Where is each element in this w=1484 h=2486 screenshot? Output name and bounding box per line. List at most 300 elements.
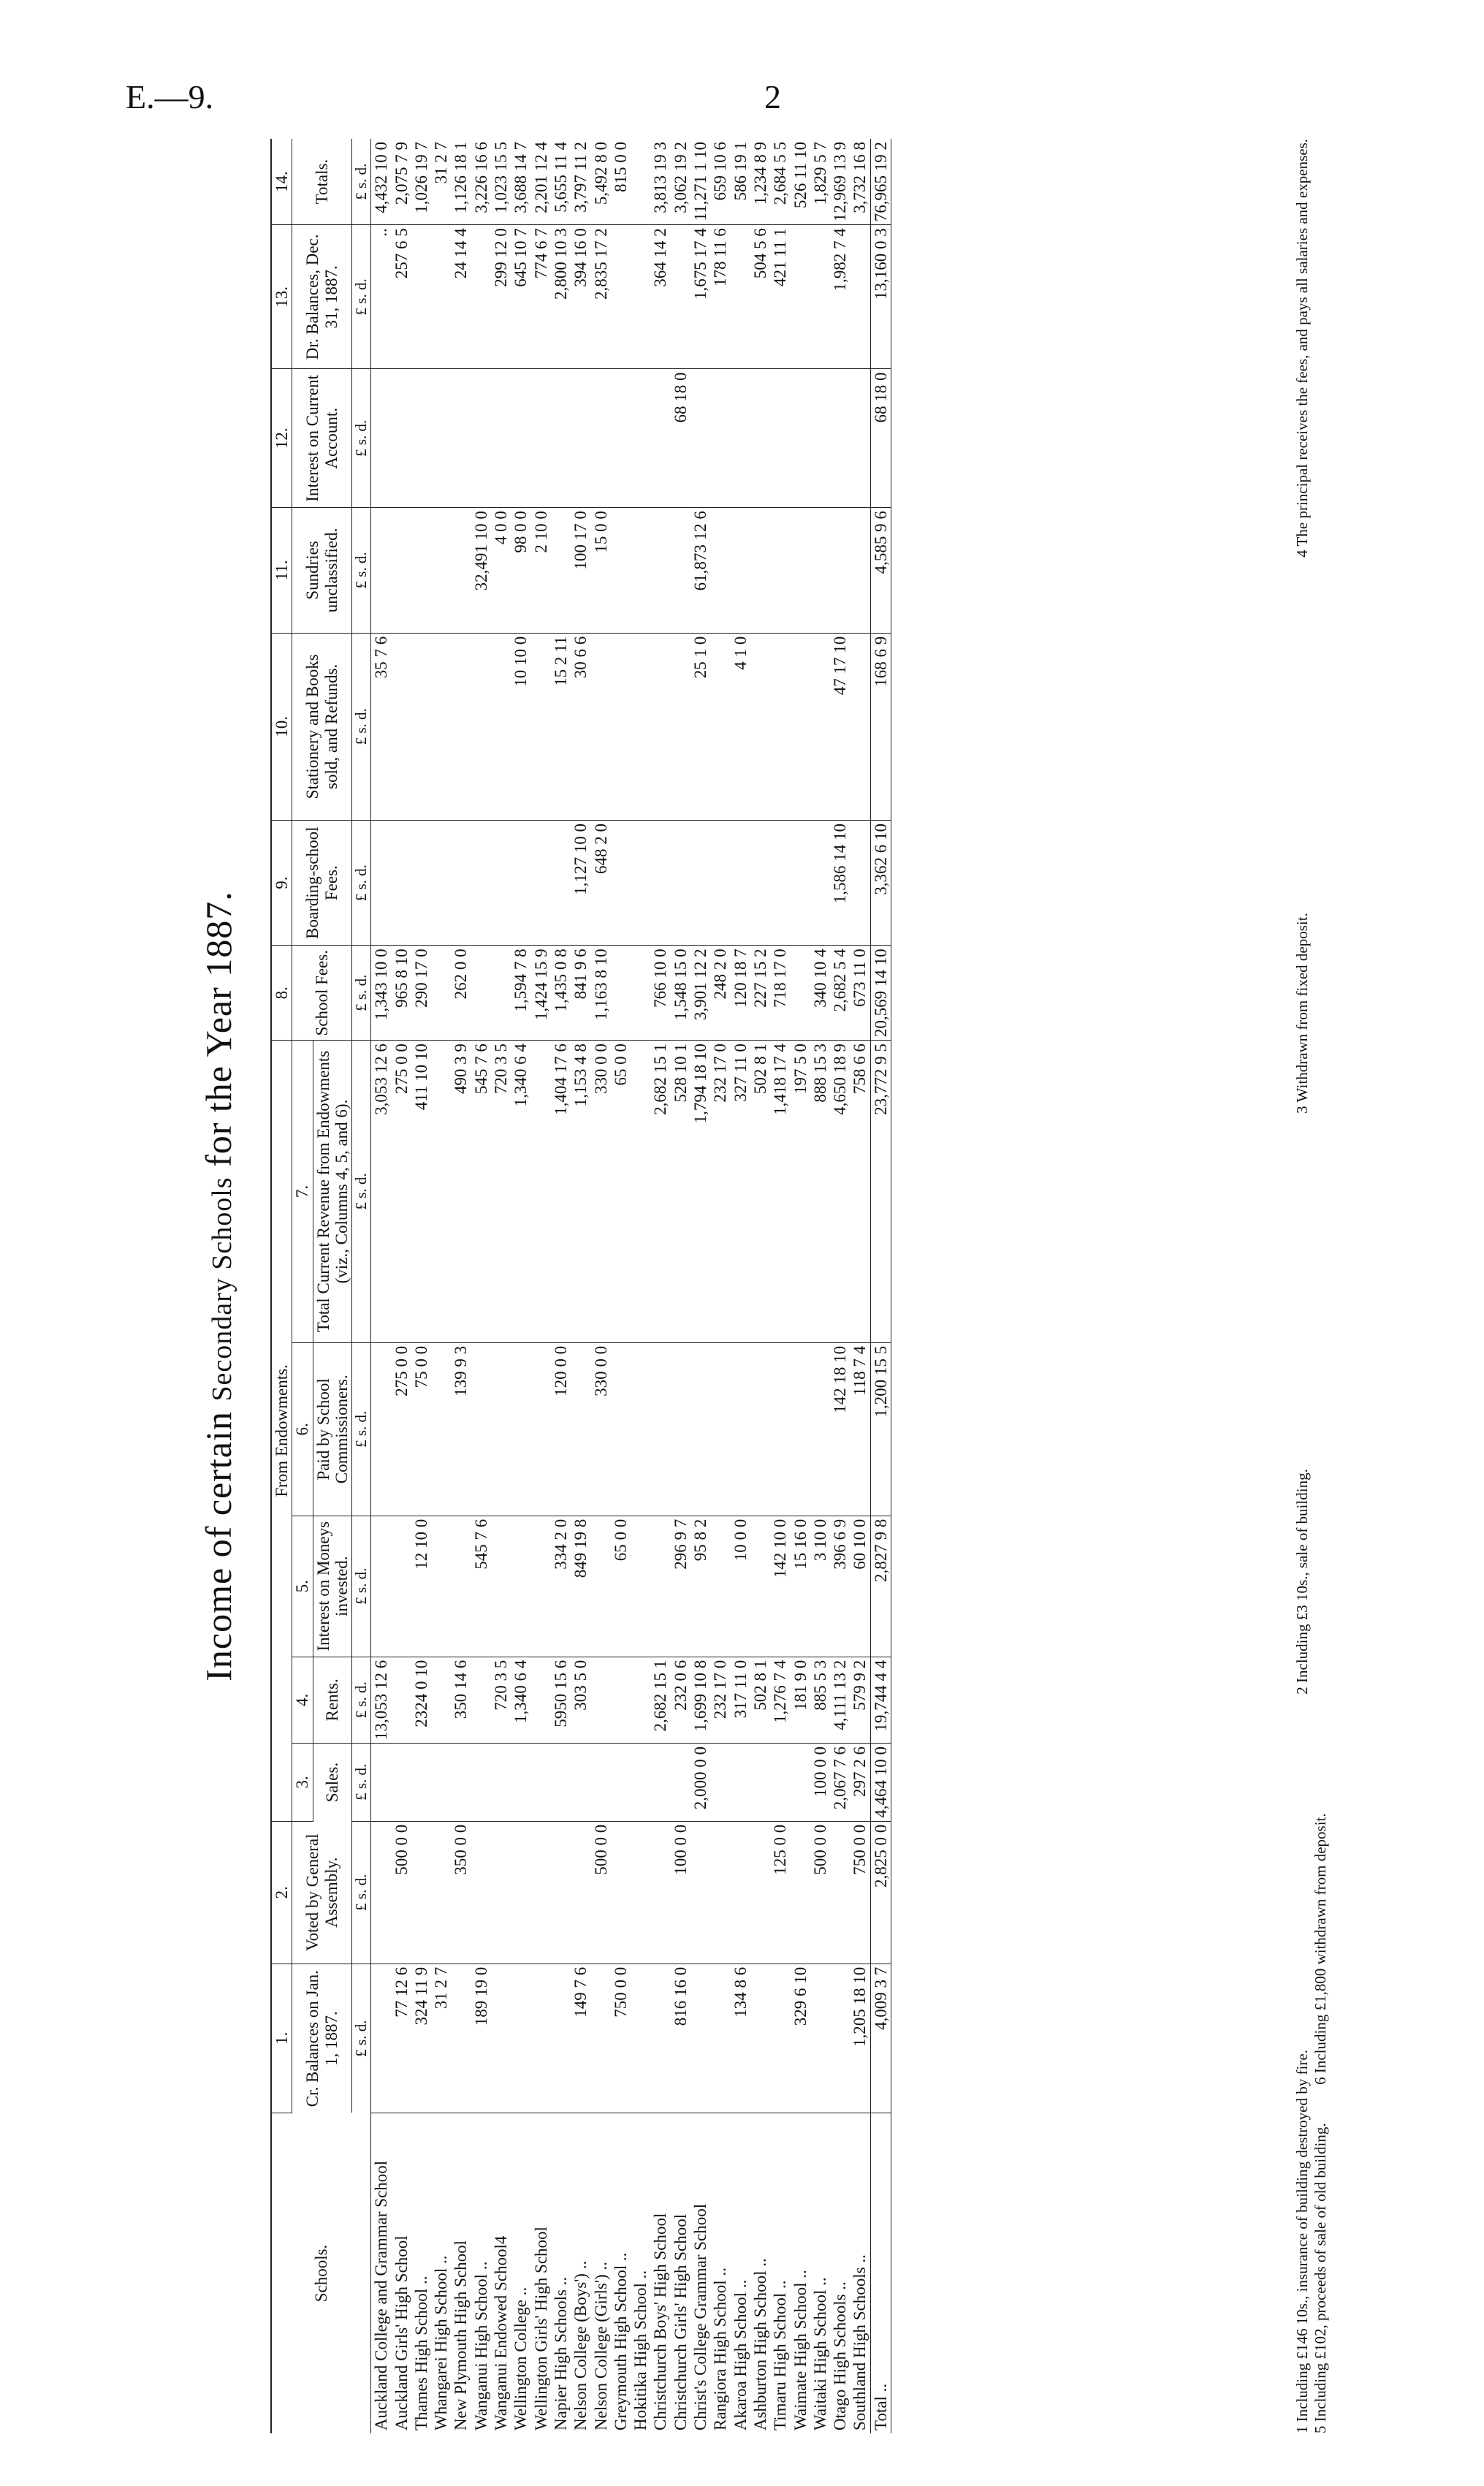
cell-column-8 (431, 946, 451, 1041)
table-row (491, 139, 511, 2433)
total-column-10: 168 6 9 (870, 633, 891, 820)
cell-column-11 (631, 508, 650, 634)
cell-column-12 (770, 369, 790, 508)
cell-column-3 (371, 1743, 392, 1821)
cell-column-7: 65 0 0 (611, 1041, 631, 1343)
cell-column-12 (791, 369, 810, 508)
cell-column-3 (631, 1743, 650, 1821)
cell-column-6 (791, 1342, 810, 1516)
school-name: Napier High Schools .. (551, 2276, 570, 2430)
cell-column-13 (791, 225, 810, 369)
cell-column-3 (731, 1743, 750, 1821)
cell-column-14: 3,732 16 8 (850, 139, 870, 225)
column-label-12: Interest on Current Account. (292, 369, 352, 508)
cell-column-10 (451, 633, 471, 820)
cell-column-13: 645 10 7 (511, 225, 530, 369)
footnotes (1293, 139, 1330, 2433)
cell-column-5 (710, 1516, 730, 1657)
cell-column-4 (392, 1657, 411, 1743)
cell-column-11: 100 17 0 (571, 508, 590, 634)
total-column-9: 3,362 6 10 (870, 820, 891, 945)
cell-column-11 (731, 508, 750, 634)
cell-column-14: 5,655 11 4 (551, 139, 571, 225)
cell-column-9 (770, 820, 790, 945)
cell-column-10: 4 1 0 (731, 633, 750, 820)
cell-column-9 (611, 820, 631, 945)
cell-column-8: 965 8 10 (392, 946, 411, 1041)
cell-column-10: 47 17 10 (830, 633, 850, 820)
cell-column-4: 232 0 6 (671, 1657, 690, 1743)
cell-column-13: 299 12 0 (491, 225, 511, 369)
cell-column-13 (631, 225, 650, 369)
cell-column-13 (731, 225, 750, 369)
cell-column-8: 1,163 8 10 (591, 946, 611, 1041)
table-row (650, 139, 670, 2433)
cell-column-9 (471, 820, 491, 945)
cell-column-5 (591, 1516, 611, 1657)
cell-column-14: 3,688 14 7 (511, 139, 530, 225)
cell-column-13: 24 14 4 (451, 225, 471, 369)
cell-column-3 (491, 1743, 511, 1821)
header-row-labels (292, 139, 313, 2433)
cell-column-3 (511, 1743, 530, 1821)
cell-column-1 (710, 1964, 730, 2113)
column-label-8: School Fees. (292, 946, 352, 1041)
total-column-1: 4,009 3 7 (870, 1964, 891, 2113)
cell-column-14: 1,829 5 7 (810, 139, 830, 225)
column-label-14: Totals. (292, 139, 352, 225)
cell-column-6: 118 7 4 (850, 1342, 870, 1516)
cell-column-4: 2324 0 10 (411, 1657, 431, 1743)
cell-column-9 (551, 820, 571, 945)
cell-column-2: 100 0 0 (671, 1821, 690, 1964)
cell-column-11 (850, 508, 870, 634)
income-table (270, 139, 891, 2433)
cell-column-9 (791, 820, 810, 945)
cell-column-9 (710, 820, 730, 945)
cell-column-12 (531, 369, 551, 508)
cell-column-4: 13,053 12 6 (371, 1657, 392, 1743)
school-name: Wellington Girls' High School (531, 2227, 550, 2430)
cell-column-9: 1,586 14 10 (830, 820, 850, 945)
cell-column-10 (531, 633, 551, 820)
cell-column-10: 30 6 6 (571, 633, 590, 820)
cell-column-2: 500 0 0 (810, 1821, 830, 1964)
cell-column-13 (611, 225, 631, 369)
cell-column-6 (810, 1342, 830, 1516)
table-row (371, 139, 392, 2433)
cell-column-7: 3,053 12 6 (371, 1041, 392, 1343)
school-name: Wanganui High School .. (471, 2261, 490, 2430)
cell-column-8: 1,594 7 8 (511, 946, 530, 1041)
cell-column-3: 100 0 0 (810, 1743, 830, 1821)
cell-column-11: 2 10 0 (531, 508, 551, 634)
cell-column-1 (690, 1964, 710, 2113)
cell-column-8: 120 18 7 (731, 946, 750, 1041)
cell-column-11 (750, 508, 770, 634)
cell-column-4: 4,111 13 2 (830, 1657, 850, 1743)
cell-column-9 (690, 820, 710, 945)
column-label-5: Interest on Moneys invested. (313, 1516, 352, 1657)
cell-column-5 (431, 1516, 451, 1657)
cell-column-5 (451, 1516, 471, 1657)
cell-column-6: 142 18 10 (830, 1342, 850, 1516)
cell-column-9 (731, 820, 750, 945)
cell-column-7: 1,794 18 10 (690, 1041, 710, 1343)
school-name: Greymouth High School .. (611, 2252, 630, 2430)
cell-column-2 (710, 1821, 730, 1964)
cell-column-4: 232 17 0 (710, 1657, 730, 1743)
cell-column-14: 3,226 16 6 (471, 139, 491, 225)
column-label-10: Stationery and Books sold, and Refunds. (292, 633, 352, 820)
cell-column-8 (611, 946, 631, 1041)
cell-column-3 (791, 1743, 810, 1821)
cell-column-3: 2,000 0 0 (690, 1743, 710, 1821)
cell-column-14: 4,432 10 0 (371, 139, 392, 225)
cell-column-3 (571, 1743, 590, 1821)
cell-column-13: 257 6 5 (392, 225, 411, 369)
school-name: Waimate High School .. (791, 2270, 810, 2430)
cell-column-3 (611, 1743, 631, 1821)
cell-column-8: 718 17 0 (770, 946, 790, 1041)
cell-column-12 (411, 369, 431, 508)
table-row (671, 139, 690, 2433)
cell-column-4: 317 11 0 (731, 1657, 750, 1743)
cell-column-14: 659 10 6 (710, 139, 730, 225)
column-number-4: 4. (292, 1657, 313, 1743)
cell-column-12 (611, 369, 631, 508)
cell-column-8: 227 15 2 (750, 946, 770, 1041)
cell-column-6: 330 0 0 (591, 1342, 611, 1516)
cell-column-7 (531, 1041, 551, 1343)
cell-column-5 (750, 1516, 770, 1657)
cell-column-14: 3,797 11 2 (571, 139, 590, 225)
cell-column-6 (571, 1342, 590, 1516)
cell-column-14: 2,075 7 9 (392, 139, 411, 225)
cell-column-7: 1,340 6 4 (511, 1041, 530, 1343)
school-name: Whangarei High School .. (432, 2255, 451, 2430)
cell-column-6: 75 0 0 (411, 1342, 431, 1516)
column-number-13: 13. (271, 225, 292, 369)
cell-column-14: 11,271 1 10 (690, 139, 710, 225)
cell-column-9: 1,127 10 0 (571, 820, 590, 945)
cell-column-3: 297 2 6 (850, 1743, 870, 1821)
cell-column-10 (710, 633, 730, 820)
cell-column-7: 888 15 3 (810, 1041, 830, 1343)
rotated-table-container (197, 139, 1359, 2433)
cell-column-2 (650, 1821, 670, 1964)
cell-column-9 (431, 820, 451, 945)
cell-column-13: 1,982 7 4 (830, 225, 850, 369)
cell-column-5: 95 8 2 (690, 1516, 710, 1657)
cell-column-1: 750 0 0 (611, 1964, 631, 2113)
cell-column-9 (750, 820, 770, 945)
cell-column-7: 275 0 0 (392, 1041, 411, 1343)
cell-column-3 (411, 1743, 431, 1821)
cell-column-14: 31 2 7 (431, 139, 451, 225)
cell-column-9 (531, 820, 551, 945)
school-name: Christchurch Girls' High School (671, 2213, 690, 2430)
table-row (451, 139, 471, 2433)
cell-column-8: 1,424 15 9 (531, 946, 551, 1041)
cell-column-10: 25 1 0 (690, 633, 710, 820)
cell-column-13 (810, 225, 830, 369)
cell-column-4 (631, 1657, 650, 1743)
cell-column-8: 290 17 0 (411, 946, 431, 1041)
school-name: Christ's College Grammar School (691, 2203, 710, 2430)
cell-column-6 (731, 1342, 750, 1516)
cell-column-3 (750, 1743, 770, 1821)
cell-column-12 (690, 369, 710, 508)
column-number-11: 11. (271, 508, 292, 634)
table-title: Income of certain Secondary Schools for the Year 1887. (198, 891, 239, 1681)
cell-column-12 (392, 369, 411, 508)
cell-column-5: 545 7 6 (471, 1516, 491, 1657)
cell-column-10 (750, 633, 770, 820)
cell-column-12 (850, 369, 870, 508)
cell-column-12 (750, 369, 770, 508)
column-label-7: Total Current Revenue from Endowments (viz., Columns 4, 5, and 6). (313, 1041, 352, 1343)
cell-column-11 (791, 508, 810, 634)
cell-column-10: 10 10 0 (511, 633, 530, 820)
cell-column-12 (810, 369, 830, 508)
cell-column-5: 142 10 0 (770, 1516, 790, 1657)
cell-column-14 (631, 139, 650, 225)
cell-column-13: 1,675 17 4 (690, 225, 710, 369)
column-label-6: Paid by School Commissioners. (313, 1342, 352, 1516)
cell-column-10 (491, 633, 511, 820)
cell-column-2 (371, 1821, 392, 1964)
cell-column-11 (392, 508, 411, 634)
cell-column-9 (371, 820, 392, 945)
cell-column-6 (491, 1342, 511, 1516)
cell-column-4: 2,682 15 1 (650, 1657, 670, 1743)
cell-column-13 (471, 225, 491, 369)
header-row-units (352, 139, 371, 2433)
cell-column-6 (431, 1342, 451, 1516)
cell-column-6 (371, 1342, 392, 1516)
cell-column-4: 181 9 0 (791, 1657, 810, 1743)
school-name: Wanganui Endowed School4 (492, 2235, 511, 2430)
table-row (611, 139, 631, 2433)
column-units: £ s. d. (352, 1041, 371, 1343)
school-name: Christchurch Boys' High School (651, 2213, 670, 2430)
cell-column-10 (850, 633, 870, 820)
cell-column-2 (611, 1821, 631, 1964)
cell-column-7: 490 3 9 (451, 1041, 471, 1343)
column-number-9: 9. (271, 820, 292, 945)
cell-column-4 (611, 1657, 631, 1743)
column-units: £ s. d. (352, 1516, 371, 1657)
cell-column-2: 750 0 0 (850, 1821, 870, 1964)
cell-column-2 (471, 1821, 491, 1964)
cell-column-7: 1,418 17 4 (770, 1041, 790, 1343)
cell-column-7: 4,650 18 9 (830, 1041, 850, 1343)
table-row (392, 139, 411, 2433)
column-number-8: 8. (271, 946, 292, 1041)
cell-column-8: 340 10 4 (810, 946, 830, 1041)
cell-column-2 (690, 1821, 710, 1964)
school-name: Thames High School .. (411, 2276, 430, 2430)
cell-column-7: 720 3 5 (491, 1041, 511, 1343)
cell-column-11 (431, 508, 451, 634)
column-units: £ s. d. (352, 1964, 371, 2113)
cell-column-9 (671, 820, 690, 945)
cell-column-12 (650, 369, 670, 508)
cell-column-1 (511, 1964, 530, 2113)
cell-column-4: 1,276 7 4 (770, 1657, 790, 1743)
column-units: £ s. d. (352, 1657, 371, 1743)
cell-column-14: 586 19 1 (731, 139, 750, 225)
cell-column-1: 77 12 6 (392, 1964, 411, 2113)
cell-column-8 (491, 946, 511, 1041)
cell-column-14: 1,023 15 5 (491, 139, 511, 225)
column-label-9: Boarding-school Fees. (292, 820, 352, 945)
cell-column-2 (631, 1821, 650, 1964)
cell-column-8 (791, 946, 810, 1041)
cell-column-1 (591, 1964, 611, 2113)
cell-column-13 (411, 225, 431, 369)
cell-column-11 (810, 508, 830, 634)
cell-column-7: 197 5 0 (791, 1041, 810, 1343)
cell-column-11: 4 0 0 (491, 508, 511, 634)
cell-column-4: 720 3 5 (491, 1657, 511, 1743)
table-row (850, 139, 870, 2433)
cell-column-1 (650, 1964, 670, 2113)
table-row (631, 139, 650, 2433)
cell-column-5 (392, 1516, 411, 1657)
cell-column-12 (591, 369, 611, 508)
cell-column-14: 526 11 10 (791, 139, 810, 225)
school-name: Otago High Schools .. (831, 2281, 850, 2430)
total-column-6: 1,200 15 5 (870, 1342, 891, 1516)
cell-column-3 (650, 1743, 670, 1821)
cell-column-1 (830, 1964, 850, 2113)
table-row (411, 139, 431, 2433)
total-column-2: 2,825 0 0 (870, 1821, 891, 1964)
total-column-4: 19,744 4 4 (870, 1657, 891, 1743)
cell-column-4 (471, 1657, 491, 1743)
total-column-12: 68 18 0 (870, 369, 891, 508)
total-row (870, 139, 891, 2433)
cell-column-1 (810, 1964, 830, 2113)
cell-column-12: 68 18 0 (671, 369, 690, 508)
cell-column-13: .. (371, 225, 392, 369)
footnote-1: 1 Including £146 10s., insurance of building destroyed by fire. (1293, 2050, 1311, 2433)
cell-column-5: 396 6 9 (830, 1516, 850, 1657)
cell-column-13: 2,835 17 2 (591, 225, 611, 369)
cell-column-13 (850, 225, 870, 369)
cell-column-5 (511, 1516, 530, 1657)
school-name: Akaroa High School .. (731, 2279, 750, 2430)
cell-column-9 (850, 820, 870, 945)
cell-column-9: 648 2 0 (591, 820, 611, 945)
cell-column-12 (710, 369, 730, 508)
cell-column-1: 189 19 0 (471, 1964, 491, 2113)
cell-column-12 (471, 369, 491, 508)
cell-column-6 (531, 1342, 551, 1516)
cell-column-11 (411, 508, 431, 634)
cell-column-14: 12,969 13 9 (830, 139, 850, 225)
cell-column-12 (491, 369, 511, 508)
cell-column-5: 10 0 0 (731, 1516, 750, 1657)
cell-column-7: 232 17 0 (710, 1041, 730, 1343)
cell-column-7 (631, 1041, 650, 1343)
column-units: £ s. d. (352, 369, 371, 508)
cell-column-3 (551, 1743, 571, 1821)
cell-column-10 (791, 633, 810, 820)
cell-column-2: 125 0 0 (770, 1821, 790, 1964)
cell-column-7: 502 8 1 (750, 1041, 770, 1343)
school-name: New Plymouth High School (452, 2240, 471, 2430)
cell-column-2 (531, 1821, 551, 1964)
cell-column-5: 849 19 8 (571, 1516, 590, 1657)
cell-column-8: 1,548 15 0 (671, 946, 690, 1041)
school-name: Auckland Girls' High School (392, 2235, 411, 2430)
cell-column-13: 2,800 10 3 (551, 225, 571, 369)
cell-column-5 (631, 1516, 650, 1657)
footnote-3: 3 Withdrawn from fixed deposit. (1293, 913, 1311, 1114)
cell-column-3: 2,067 7 6 (830, 1743, 850, 1821)
column-units: £ s. d. (352, 1821, 371, 1964)
cell-column-10 (810, 633, 830, 820)
cell-column-14: 1,026 19 7 (411, 139, 431, 225)
column-number-12: 12. (271, 369, 292, 508)
school-name: Timaru High School .. (771, 2280, 790, 2430)
cell-column-14: 815 0 0 (611, 139, 631, 225)
cell-column-3 (531, 1743, 551, 1821)
column-number-6: 6. (292, 1342, 313, 1516)
cell-column-2 (511, 1821, 530, 1964)
cell-column-9 (392, 820, 411, 945)
cell-column-11 (650, 508, 670, 634)
cell-column-4 (431, 1657, 451, 1743)
cell-column-2 (551, 1821, 571, 1964)
cell-column-1 (750, 1964, 770, 2113)
cell-column-5: 296 9 7 (671, 1516, 690, 1657)
cell-column-1 (631, 1964, 650, 2113)
cell-column-3 (770, 1743, 790, 1821)
cell-column-5: 60 10 0 (850, 1516, 870, 1657)
column-number-7: 7. (292, 1041, 313, 1343)
cell-column-6 (770, 1342, 790, 1516)
cell-column-1: 1,205 18 10 (850, 1964, 870, 2113)
cell-column-7: 528 10 1 (671, 1041, 690, 1343)
cell-column-7: 411 10 10 (411, 1041, 431, 1343)
column-number-1: 1. (271, 1964, 292, 2113)
cell-column-8: 766 10 0 (650, 946, 670, 1041)
cell-column-8: 262 0 0 (451, 946, 471, 1041)
cell-column-5 (371, 1516, 392, 1657)
cell-column-10 (591, 633, 611, 820)
school-name: Ashburton High School .. (750, 2258, 769, 2430)
cell-column-4: 885 5 3 (810, 1657, 830, 1743)
cell-column-6 (611, 1342, 631, 1516)
cell-column-1 (531, 1964, 551, 2113)
cell-column-12 (830, 369, 850, 508)
cell-column-3 (671, 1743, 690, 1821)
cell-column-11: 15 0 0 (591, 508, 611, 634)
cell-column-12 (631, 369, 650, 508)
column-label-3: Sales. (313, 1743, 352, 1821)
total-column-5: 2,827 9 8 (870, 1516, 891, 1657)
cell-column-4: 1,340 6 4 (511, 1657, 530, 1743)
cell-column-13: 178 11 6 (710, 225, 730, 369)
column-label-4: Rents. (313, 1657, 352, 1743)
cell-column-10 (770, 633, 790, 820)
cell-column-4: 579 9 2 (850, 1657, 870, 1743)
school-name: Nelson College (Boys') .. (571, 2260, 590, 2430)
